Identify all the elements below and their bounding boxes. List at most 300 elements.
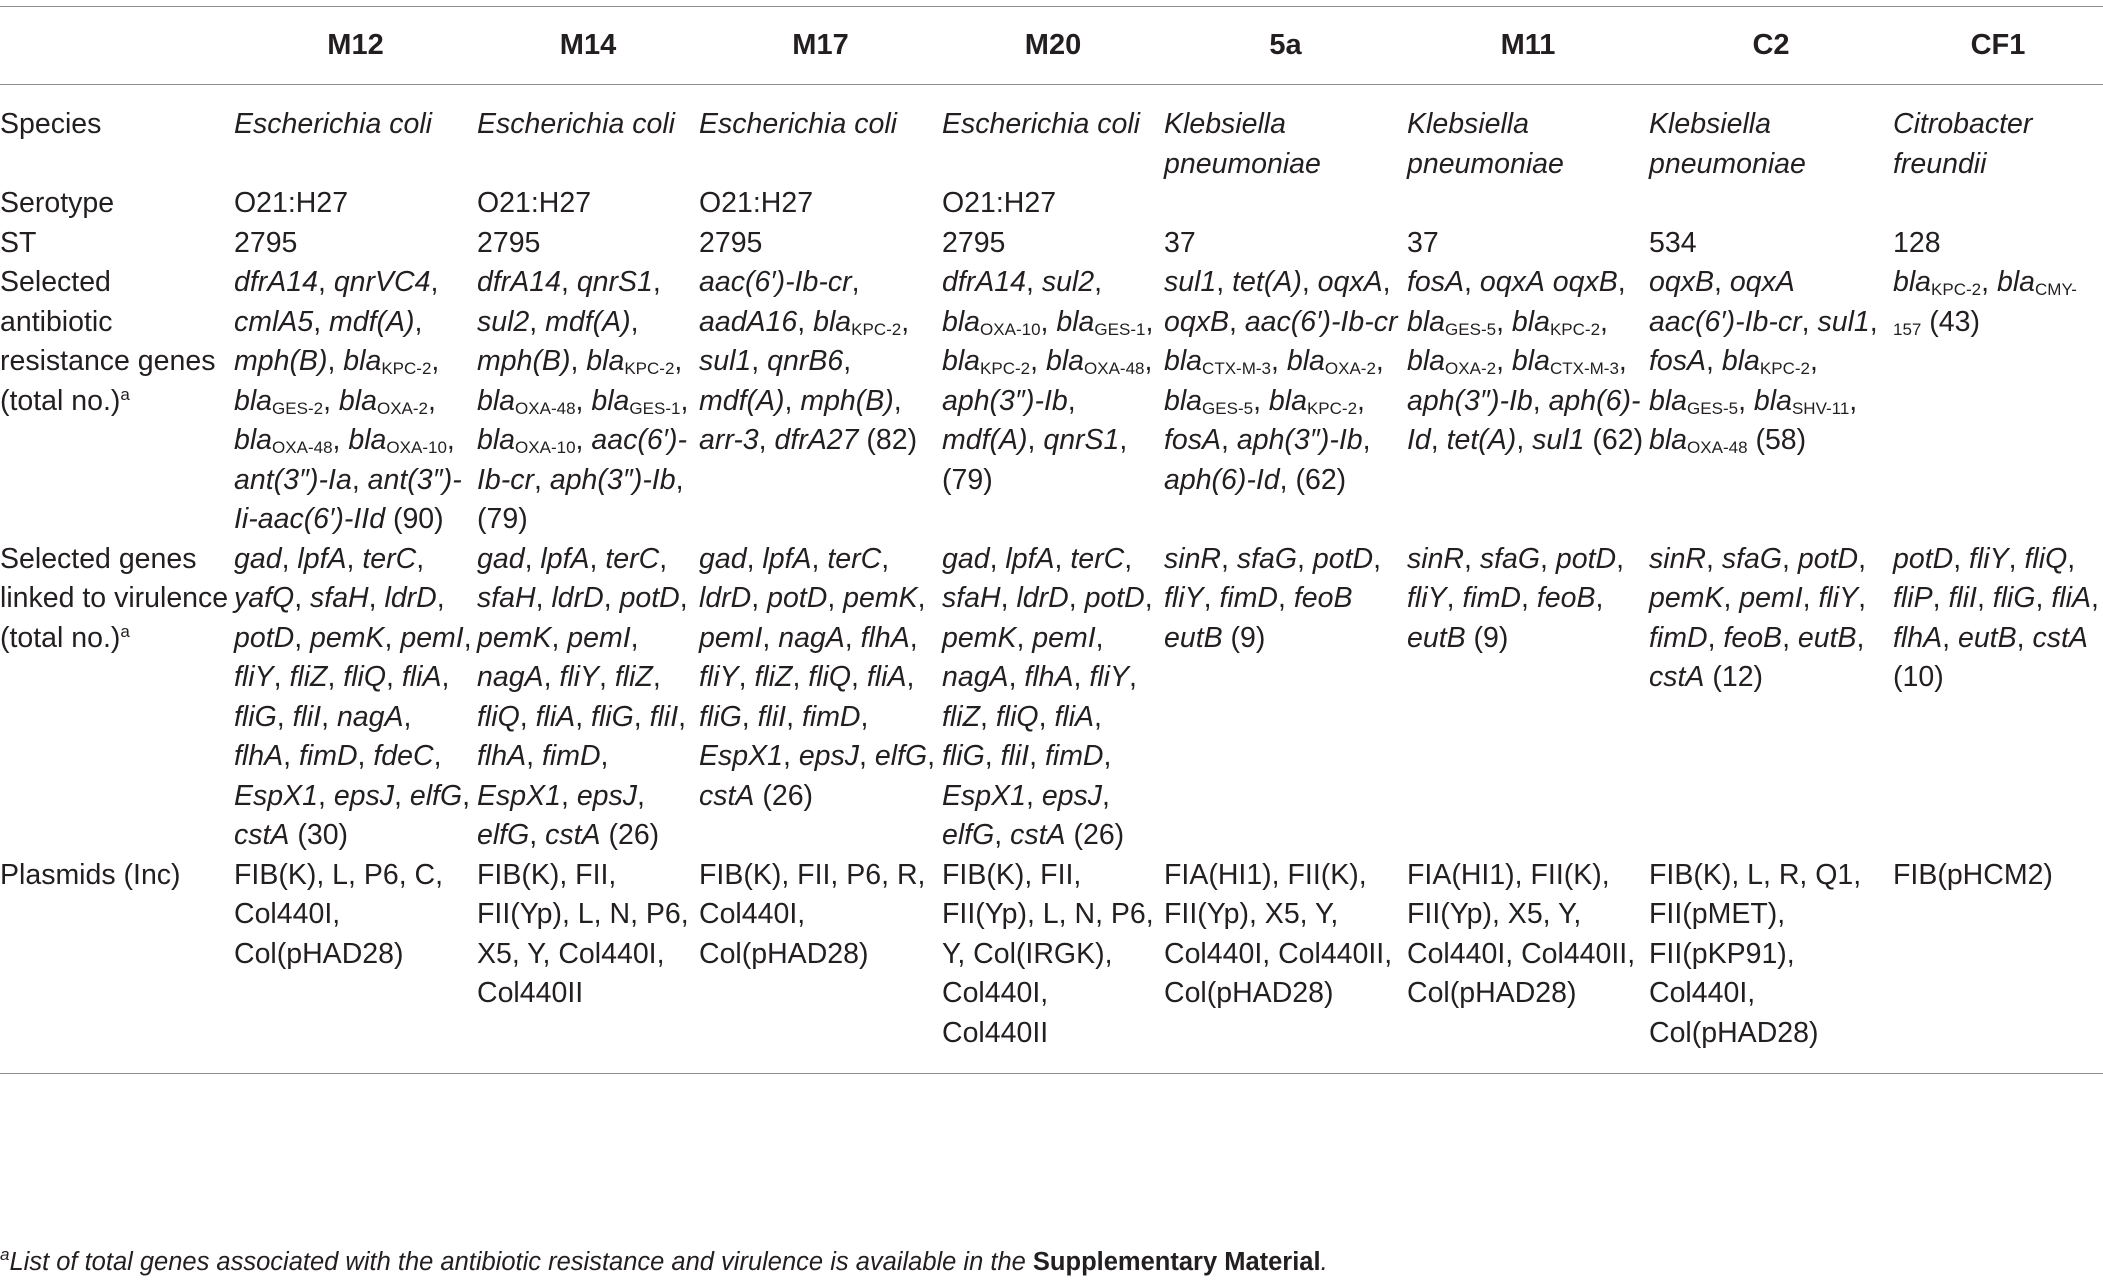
header-cell-m17: M17 xyxy=(792,28,849,61)
table-cell xyxy=(699,856,942,1074)
cell-text: , xyxy=(1073,661,1090,693)
cell-text: , xyxy=(1953,542,1970,575)
cell-text: , xyxy=(332,424,349,456)
gene-name: sul1 xyxy=(1164,266,1217,298)
table-cell xyxy=(942,224,1164,264)
gene-name: fliZ xyxy=(754,661,793,693)
cell-text: , xyxy=(2067,542,2076,575)
gene-name: Escherichia coli xyxy=(234,108,432,140)
gene-name: fliY xyxy=(1818,582,1859,614)
gene-subscript: OXA-48 xyxy=(1084,359,1145,378)
cell-text: , xyxy=(1782,621,1798,654)
cell-text: , xyxy=(1068,582,1085,614)
gene-name: Klebsiella pneumoniae xyxy=(1407,108,1564,180)
cell-text: , xyxy=(797,305,814,338)
gene-subscript: OXA-2 xyxy=(1324,359,1376,378)
cell-text: , xyxy=(433,740,442,772)
cell-text: , xyxy=(321,700,337,733)
cell-text xyxy=(1545,266,1553,298)
gene-name: eutB xyxy=(1407,621,1466,654)
cell-text: , xyxy=(1858,542,1867,575)
table-cell xyxy=(942,263,1164,540)
gene-subscript: KPC-2 xyxy=(624,359,675,378)
cell-text: (43) xyxy=(1921,305,1980,338)
cell-text: , xyxy=(1706,542,1722,575)
table-cell xyxy=(1164,540,1407,856)
gene-name: terC xyxy=(362,542,417,575)
gene-name: EspX1 xyxy=(699,740,783,772)
gene-name: pemK xyxy=(310,621,385,654)
cell-text: (9) xyxy=(1465,621,1509,654)
gene-name: fimD xyxy=(801,700,861,733)
cell-text: 534 xyxy=(1649,226,1697,259)
table-cell xyxy=(1407,856,1649,1074)
table-cell xyxy=(1407,263,1649,540)
gene-name: lpfA xyxy=(1005,542,1055,575)
gene-name: sinR xyxy=(1649,542,1707,575)
table-row-plasmids xyxy=(0,856,2103,1074)
gene-name: sinR xyxy=(1407,542,1465,575)
cell-text: , xyxy=(1430,424,1447,456)
gene-name: sfaH xyxy=(942,582,1001,614)
row-label xyxy=(0,224,234,264)
cell-text: , xyxy=(1216,266,1233,298)
cell-text: , xyxy=(570,345,587,377)
header-cell-cf1: CF1 xyxy=(1970,28,2026,61)
cell-text: , xyxy=(414,305,423,338)
gene-name: fliZ xyxy=(614,661,653,693)
gene-name: fimD xyxy=(1219,582,1279,614)
cell-text: O21:H27 xyxy=(234,187,349,219)
gene-name: sfaG xyxy=(1479,542,1541,575)
cell-text: (26) xyxy=(600,819,660,851)
gene-name: dfrA14 xyxy=(234,266,318,298)
cell-text: , xyxy=(1221,424,1237,456)
cell-text: , xyxy=(906,661,915,693)
gene-name: fliQ xyxy=(343,661,387,693)
cell-text: , xyxy=(762,621,779,654)
cell-text: , xyxy=(1144,582,1153,614)
gene-name: bla xyxy=(1721,345,1760,377)
cell-text: , xyxy=(1027,424,1044,456)
gene-subscript: OXA-2 xyxy=(1445,359,1497,378)
gene-name: eutB xyxy=(1797,621,1857,654)
cell-text: , xyxy=(1707,621,1724,654)
cell-text: , xyxy=(917,582,926,614)
gene-name: bla xyxy=(586,345,625,377)
cell-text: 37 xyxy=(1407,226,1439,259)
cell-text: , xyxy=(1446,582,1463,614)
gene-name: fliY xyxy=(1407,582,1447,614)
cell-text: , xyxy=(463,621,472,654)
gene-name: bla xyxy=(1268,384,1307,417)
gene-name: aac(6′)-Ib-cr xyxy=(699,266,852,298)
table-row-species xyxy=(0,85,2103,185)
cell-text: , xyxy=(1297,542,1313,575)
cell-text: , xyxy=(403,700,412,733)
cell-text: FIA(HI1), FII(K), FII(Yp), X5, Y, Col440I, Col440II, Col(pHAD28) xyxy=(1164,858,1393,1009)
gene-name: fliQ xyxy=(2024,542,2068,575)
table-cell xyxy=(1407,184,1649,224)
cell-text: , xyxy=(317,266,334,298)
gene-name: aph(3″)-Ib xyxy=(549,463,676,496)
header-cell-m12: M12 xyxy=(327,28,384,61)
gene-name: yafQ xyxy=(234,582,295,614)
cell-text: , xyxy=(1102,779,1110,812)
gene-name: flhA xyxy=(477,740,527,772)
cell-text: , xyxy=(1782,542,1798,575)
cell-text: FIB(K), FII, FII(Yp), L, N, P6, X5, Y, Col440I, Col440II xyxy=(477,858,689,1009)
gene-name: nagA xyxy=(477,661,544,693)
cell-text: , xyxy=(1810,345,1818,377)
cell-text: , xyxy=(741,700,758,733)
gene-name: aac(6′)-Ib-cr xyxy=(477,424,687,496)
gene-name: flhA xyxy=(1893,621,1943,654)
cell-text: , xyxy=(2090,582,2099,614)
gene-name: oqxB xyxy=(1552,266,1618,298)
cell-text: , xyxy=(1029,740,1045,772)
gene-name: aph(3″)-Ib xyxy=(1236,424,1363,456)
gene-name: elfG xyxy=(874,740,928,772)
gene-name: ldrD xyxy=(1016,582,1069,614)
cell-text: , xyxy=(575,384,592,417)
gene-name: lpfA xyxy=(762,542,812,575)
cell-text: , xyxy=(1858,582,1867,614)
gene-name: fliY xyxy=(234,661,274,693)
gene-name: pemI xyxy=(1032,621,1096,654)
cell-text: , xyxy=(529,305,546,338)
cell-text: , xyxy=(1038,700,1055,733)
cell-text: (9) xyxy=(1222,621,1266,654)
cell-text: , xyxy=(1516,424,1533,456)
cell-text: , xyxy=(851,661,867,693)
gene-name: bla xyxy=(234,384,273,417)
cell-text: 2795 xyxy=(477,226,541,259)
gene-subscript: KPC-2 xyxy=(1759,359,1810,378)
gene-name: sul2 xyxy=(477,305,530,338)
header-cell-m14: M14 xyxy=(559,28,617,61)
gene-name: mdf(A) xyxy=(329,305,415,338)
cell-text: , xyxy=(313,305,330,338)
gene-subscript: KPC-2 xyxy=(980,359,1031,378)
cell-text: , xyxy=(844,621,861,654)
cell-text: , xyxy=(1301,266,1318,298)
table-body xyxy=(0,85,2103,1074)
row-label xyxy=(0,184,234,224)
gene-name: fliY xyxy=(1089,661,1129,693)
table-cell xyxy=(699,184,942,224)
gene-subscript: GES-1 xyxy=(629,398,681,418)
gene-name: fliY xyxy=(559,661,599,693)
footnote-text: List of total genes associated with the antibiotic resistance and virulence is available in the xyxy=(9,1248,1033,1276)
cell-text: , xyxy=(357,740,374,772)
gene-subscript: CTX-M-3 xyxy=(1202,359,1271,378)
gene-name: fliG xyxy=(699,700,742,733)
gene-name: cstA xyxy=(699,779,755,812)
gene-name: sul1 xyxy=(1817,305,1870,338)
table-cell xyxy=(699,85,942,185)
gene-name: fimD xyxy=(1044,740,1104,772)
gene-name: terC xyxy=(605,542,660,575)
cell-text: , xyxy=(984,740,1001,772)
cell-text: , xyxy=(1464,542,1480,575)
cell-text: FIB(K), L, R, Q1, FII(pMET), FII(pKP91), Col440I, Col(pHAD28) xyxy=(1649,858,1862,1049)
gene-subscript: GES-5 xyxy=(1445,319,1497,339)
cell-text: , xyxy=(529,819,546,851)
cell-text: , (79) xyxy=(942,424,1128,496)
gene-name: ant(3″)-Ii-aac(6′)-IId xyxy=(234,463,462,535)
table-row-st xyxy=(0,224,2103,264)
gene-name: bla xyxy=(1056,305,1095,338)
cell-text: , xyxy=(1124,542,1133,575)
cell-text: , xyxy=(294,582,311,614)
cell-text: , xyxy=(1067,384,1076,417)
table-cell xyxy=(699,540,942,856)
table-cell xyxy=(1649,856,1893,1074)
gene-name: Escherichia coli xyxy=(699,108,897,140)
cell-text: , xyxy=(680,384,689,417)
gene-name: eutB xyxy=(1957,621,2017,654)
cell-text: , xyxy=(909,621,918,654)
gene-name: bla xyxy=(813,305,852,338)
header-cell-blank xyxy=(0,7,234,85)
gene-name: mdf(A) xyxy=(545,305,631,338)
cell-text: , xyxy=(1030,345,1046,377)
gene-name: potD xyxy=(1797,542,1859,575)
cell-text: FIB(K), L, P6, C, Col440I, Col(pHAD28) xyxy=(234,858,444,970)
cell-text: , xyxy=(1025,266,1042,298)
cell-text: , xyxy=(1617,266,1626,298)
table-cell xyxy=(1164,263,1407,540)
gene-name: flhA xyxy=(234,740,284,772)
gene-name: tet(A) xyxy=(1446,424,1517,456)
footnote-marker: a xyxy=(120,621,130,641)
cell-text: , xyxy=(1496,305,1512,338)
gene-name: aadA16 xyxy=(699,305,798,338)
gene-name: gad xyxy=(234,542,282,575)
gene-name: sfaG xyxy=(1236,542,1298,575)
cell-text: , xyxy=(1869,305,1878,338)
row-label xyxy=(0,856,234,1074)
gene-name: fliQ xyxy=(477,700,520,733)
gene-name: sinR xyxy=(1164,542,1222,575)
cell-text: , xyxy=(2016,621,2033,654)
cell-text: , xyxy=(1040,305,1057,338)
row-label xyxy=(0,85,234,185)
cell-text: O21:H27 xyxy=(699,187,814,219)
table-cell xyxy=(1407,85,1649,185)
cell-text: , xyxy=(441,661,450,693)
cell-text: 2795 xyxy=(942,226,1006,259)
gene-name: fliZ xyxy=(942,700,980,733)
gene-name: pemI xyxy=(567,621,631,654)
cell-text: 37 xyxy=(1164,226,1196,259)
cell-text: , xyxy=(1128,661,1137,693)
gene-name: ant(3″)-Ia xyxy=(234,463,352,496)
cell-text: , xyxy=(782,740,799,772)
row-label xyxy=(0,263,234,540)
gene-name: dfrA14 xyxy=(477,266,561,298)
header-cell-m20: M20 xyxy=(1024,28,1082,61)
table-cell xyxy=(1164,856,1407,1074)
gene-subscript: OXA-48 xyxy=(1687,438,1748,457)
gene-name: oqxA xyxy=(1479,266,1545,298)
cell-text: , xyxy=(1016,621,1033,654)
cell-text: , xyxy=(1145,305,1154,338)
gene-subscript: KPC-2 xyxy=(1306,398,1358,418)
gene-name: bla xyxy=(348,424,387,456)
cell-text: , xyxy=(751,582,768,614)
cell-text: (12) xyxy=(1704,661,1764,693)
cell-text: , xyxy=(327,661,344,693)
cell-text: , xyxy=(535,582,552,614)
gene-name: fliA xyxy=(2051,582,2091,614)
gene-name: bla xyxy=(942,345,981,377)
cell-text: , xyxy=(989,542,1006,575)
cell-text: , xyxy=(1025,779,1042,812)
cell-text: , xyxy=(416,542,425,575)
cell-text: , xyxy=(1008,661,1025,693)
row-label-text: Plasmids (Inc) xyxy=(0,858,181,891)
gene-name: fosA xyxy=(1164,424,1222,456)
table-cell xyxy=(1893,540,2103,856)
gene-name: pemI xyxy=(699,621,763,654)
gene-name: potD xyxy=(619,582,680,614)
cell-text: , xyxy=(327,345,344,377)
cell-text: , xyxy=(368,582,385,614)
cell-text: , xyxy=(784,384,801,417)
table-cell xyxy=(1893,85,2103,185)
cell-text: , xyxy=(881,542,890,575)
gene-name: fliA xyxy=(1054,700,1095,733)
cell-text: , xyxy=(428,384,436,417)
gene-name: mdf(A) xyxy=(942,424,1028,456)
gene-name: sfaH xyxy=(310,582,369,614)
table-cell xyxy=(477,85,699,185)
table-cell xyxy=(477,224,699,264)
cell-text: , xyxy=(551,621,568,654)
header-cell-5a: 5a xyxy=(1269,28,1302,61)
cell-text: , xyxy=(1496,345,1512,377)
cell-text: , xyxy=(1932,582,1949,614)
gene-name: terC xyxy=(827,542,882,575)
cell-text: , xyxy=(1706,345,1722,377)
header-cell-m11: M11 xyxy=(1500,28,1556,61)
gene-name: potD xyxy=(1084,582,1145,614)
cell-text: , xyxy=(901,305,910,338)
cell-text: , xyxy=(786,700,802,733)
gene-name: sfaG xyxy=(1721,542,1783,575)
table-cell xyxy=(234,184,477,224)
table-cell xyxy=(1893,263,2103,540)
table-cell xyxy=(477,263,699,540)
gene-name: pemI xyxy=(1739,582,1803,614)
gene-name: potD xyxy=(1893,542,1954,575)
cell-text: , xyxy=(543,661,560,693)
gene-name: cstA xyxy=(545,819,601,851)
gene-name: bla xyxy=(343,345,382,377)
gene-name: cmlA5 xyxy=(234,305,314,338)
gene-name: nagA xyxy=(942,661,1009,693)
cell-text: , xyxy=(860,700,869,733)
gene-name: mph(B) xyxy=(800,384,894,417)
gene-name: arr-3 xyxy=(699,424,759,456)
table-footnote xyxy=(0,1245,1328,1277)
cell-text: , xyxy=(1373,542,1382,575)
cell-text: , xyxy=(738,661,755,693)
table-cell xyxy=(477,856,699,1074)
gene-subscript: OXA-48 xyxy=(515,398,576,418)
table-cell xyxy=(234,540,477,856)
gene-name: qnrS1 xyxy=(1043,424,1120,456)
cell-text: , xyxy=(1801,305,1818,338)
cell-text: , xyxy=(430,266,439,298)
gene-name: epsJ xyxy=(576,779,638,812)
gene-subscript: OXA-2 xyxy=(376,398,428,418)
footnote-marker: a xyxy=(120,384,130,404)
cell-text: , xyxy=(1000,582,1017,614)
cell-text: , xyxy=(980,700,996,733)
cell-text: , xyxy=(526,740,542,772)
cell-text: , xyxy=(1981,266,1997,298)
cell-text: , (79) xyxy=(477,463,684,535)
cell-text: , xyxy=(1464,266,1480,298)
gene-name: fliG xyxy=(591,700,634,733)
cell-text: (90) xyxy=(385,503,444,535)
gene-name: qnrVC4 xyxy=(333,266,431,298)
gene-name: fimD xyxy=(1462,582,1522,614)
cell-text: , xyxy=(575,700,592,733)
cell-text: , xyxy=(630,305,639,338)
gene-subscript: SHV-11 xyxy=(1791,398,1850,418)
gene-name: qnrB6 xyxy=(767,345,844,377)
cell-text: , xyxy=(1362,424,1371,456)
gene-name: aph(3″)-Ib xyxy=(1407,384,1533,417)
gene-subscript: OXA-10 xyxy=(515,438,576,457)
cell-text: , xyxy=(560,266,577,298)
cell-text: , xyxy=(1600,305,1608,338)
table-cell xyxy=(477,540,699,856)
gene-name: aph(6)-Id xyxy=(1407,384,1641,456)
gene-subscript: GES-5 xyxy=(1687,398,1739,418)
gene-name: oqxB xyxy=(1164,305,1229,338)
gene-name: lpfA xyxy=(540,542,590,575)
cell-text: FIB(K), FII, P6, R, Col440I, Col(pHAD28) xyxy=(699,858,926,970)
gene-name: fimD xyxy=(298,740,358,772)
cell-text: , xyxy=(678,700,687,733)
gene-name: bla xyxy=(1286,345,1325,377)
cell-text: , xyxy=(633,700,650,733)
gene-name: cstA xyxy=(2032,621,2088,654)
gene-name: fliQ xyxy=(995,700,1039,733)
cell-text: (58) xyxy=(1747,424,1807,456)
gene-name: dfrA14 xyxy=(942,266,1026,298)
cell-text: , xyxy=(599,661,615,693)
gene-subscript: KPC-2 xyxy=(1549,319,1601,339)
gene-name: pemI xyxy=(400,621,464,654)
gene-subscript: OXA-10 xyxy=(980,319,1041,339)
table-cell xyxy=(1407,540,1649,856)
cell-text: , xyxy=(1054,542,1071,575)
cell-text: (26) xyxy=(1065,819,1125,851)
cell-text: , xyxy=(351,463,368,496)
gene-name: fliA xyxy=(535,700,576,733)
cell-text: , xyxy=(1278,582,1294,614)
cell-text: , xyxy=(637,779,645,812)
table-cell xyxy=(1893,184,2103,224)
header-cell-c2: C2 xyxy=(1752,28,1790,61)
cell-text: O21:H27 xyxy=(942,187,1057,219)
